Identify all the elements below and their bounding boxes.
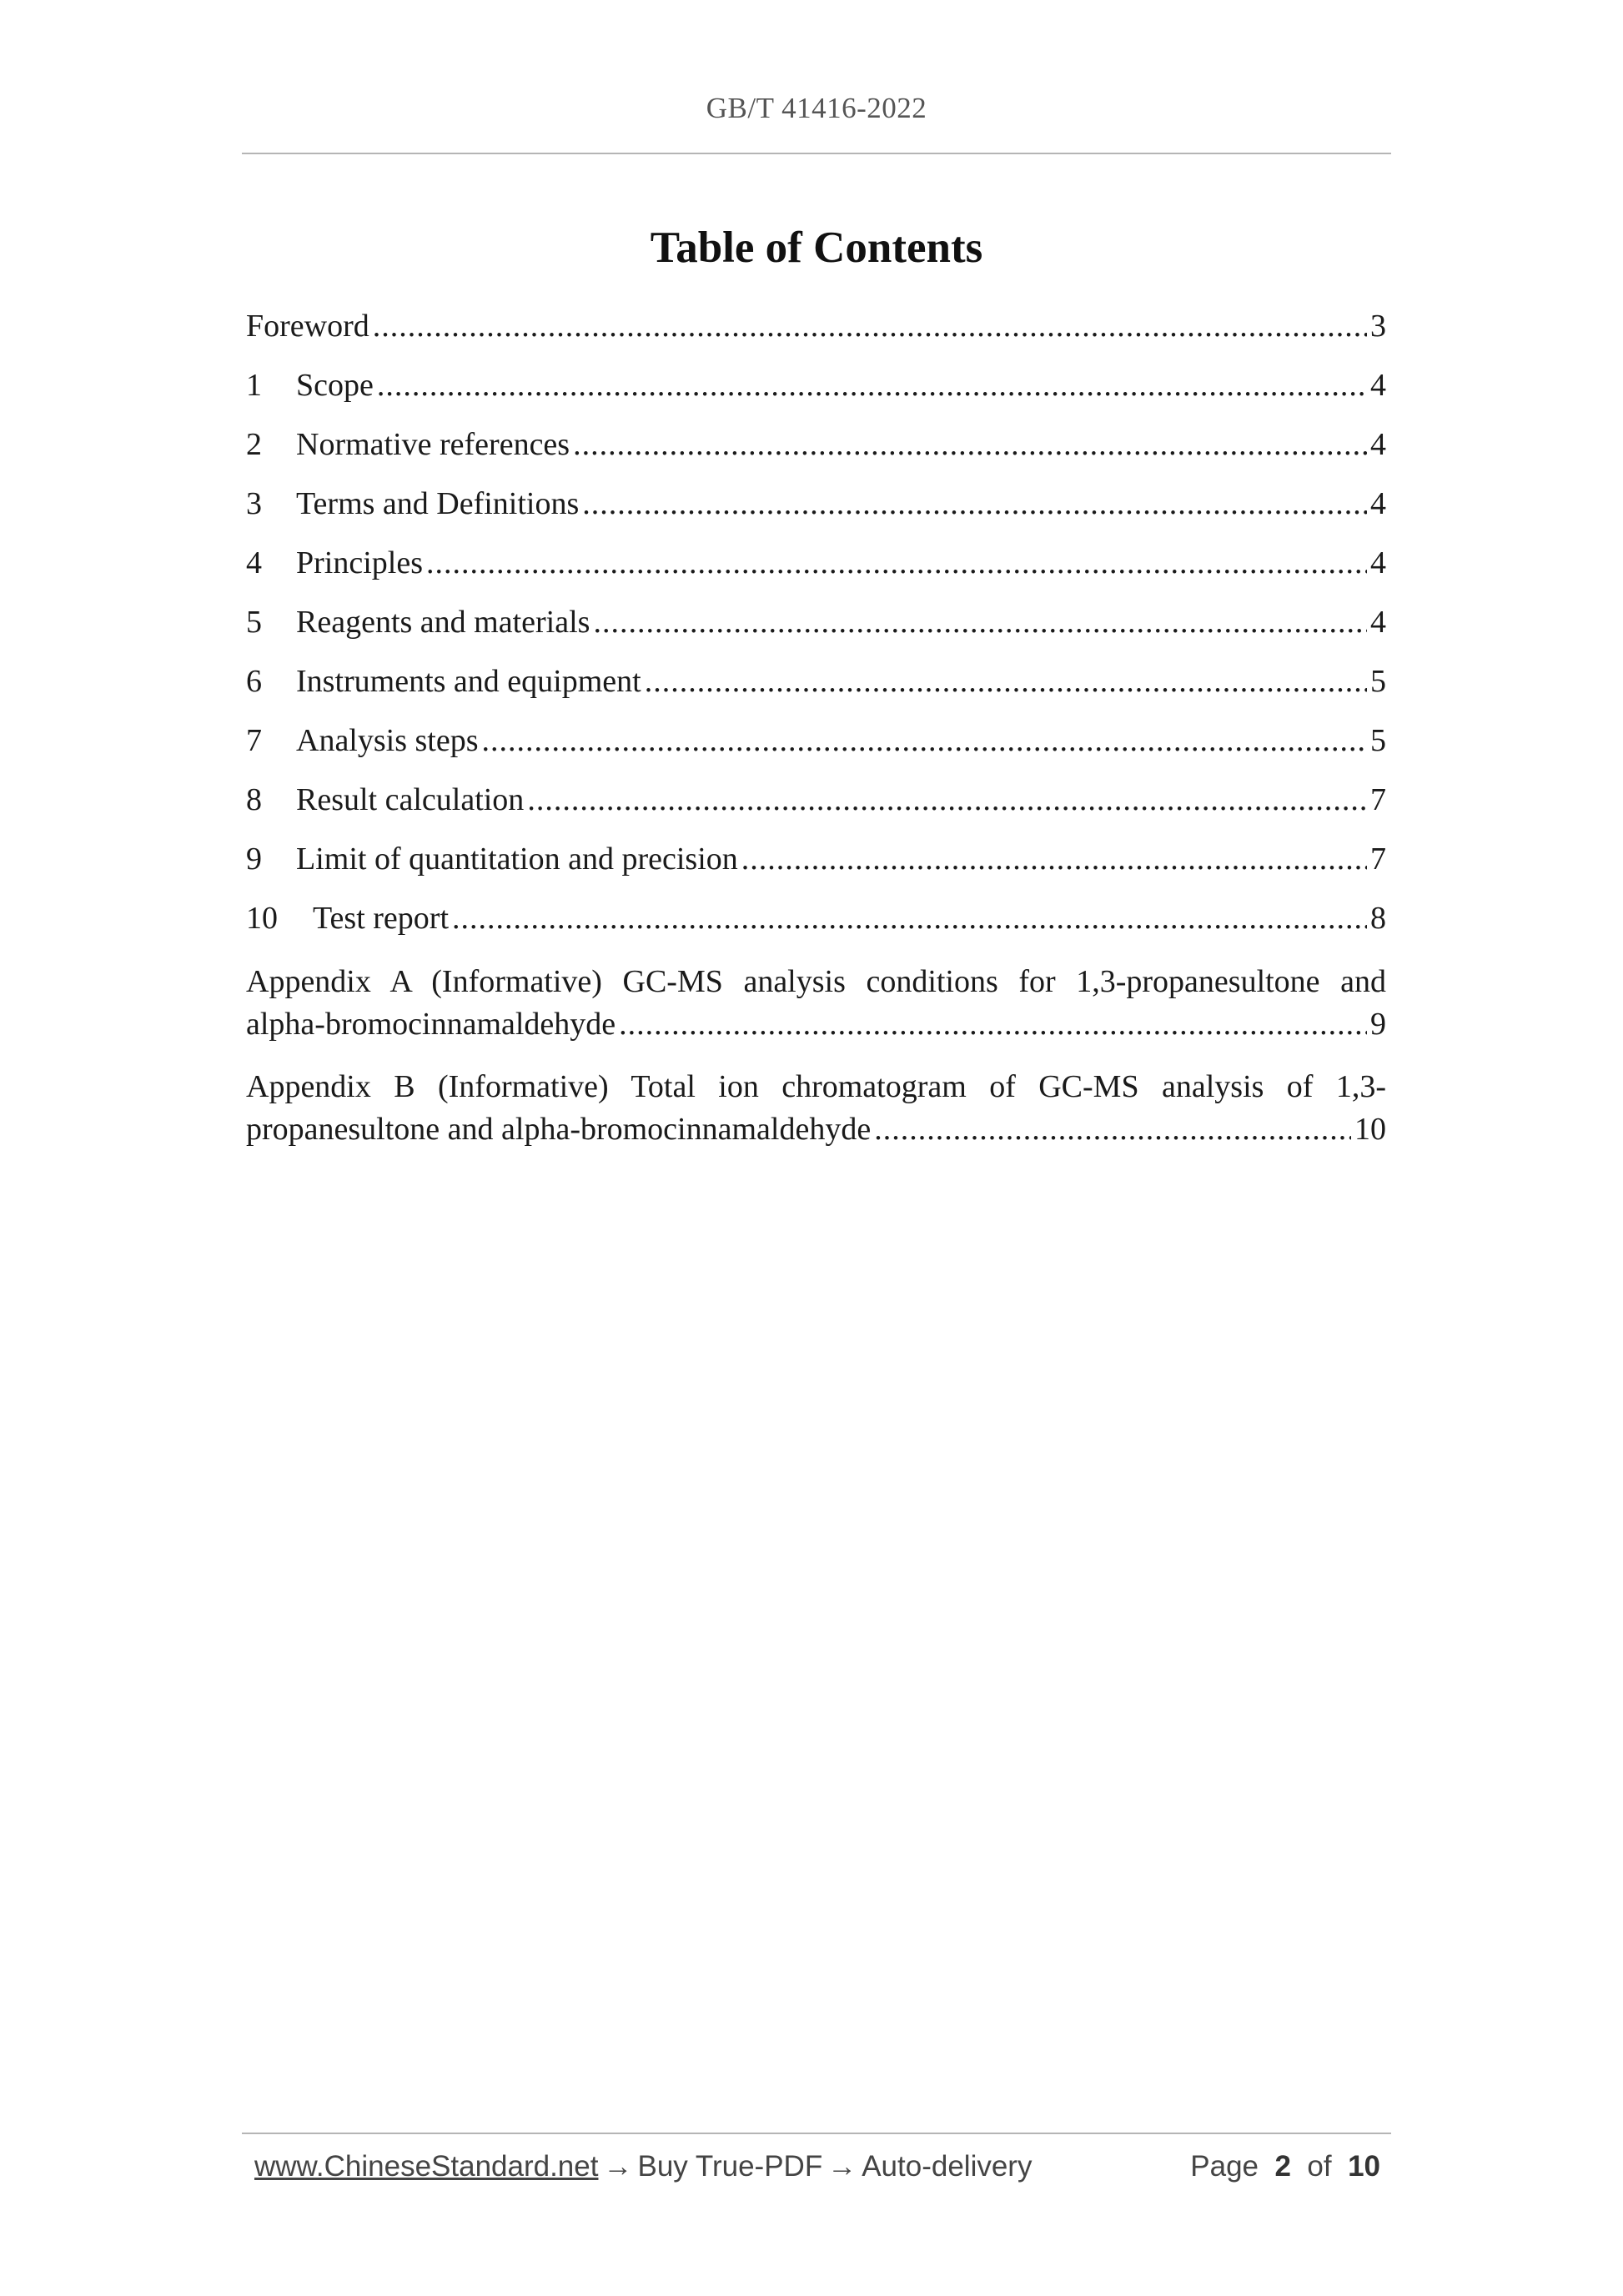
toc-entry-label-line1: Appendix B (Informative) Total ion chromatogram of GC-MS analysis of 1,3- [246,1069,1386,1104]
toc-entry-foreword[interactable] [246,304,1386,364]
toc-page-number: 7 [1370,842,1386,877]
toc-section-number: 2 [246,427,262,462]
toc-page-number: 9 [1370,1007,1386,1042]
page-word: Page [1190,2150,1259,2183]
toc-dot-leader [373,304,1367,348]
toc-page-number: 10 [1354,1112,1386,1147]
toc-dot-leader [645,660,1367,703]
document-id-header: GB/T 41416-2022 [706,92,927,124]
page-footer [254,2150,1380,2183]
toc-section-number: 8 [246,782,262,817]
toc-entry-result-calculation[interactable] [246,778,1386,837]
toc-entry-reagents-and-materials[interactable] [246,600,1386,660]
toc-entry-appendix-b[interactable] [246,1066,1386,1151]
toc-entry-test-report[interactable] [246,897,1386,956]
page-of-word: of [1307,2150,1332,2183]
toc-title: Table of Contents [650,224,983,272]
toc-dot-leader [741,837,1367,881]
toc-entry-label: Reagents and materials [296,605,590,640]
toc-page-number: 4 [1370,486,1386,521]
toc-entry-label: Principles [296,545,423,580]
footer-divider [242,2133,1391,2134]
toc-dot-leader [426,541,1367,585]
toc-dot-leader [377,364,1367,407]
toc-section-number: 10 [246,901,278,936]
buy-true-pdf-text: Buy True-PDF [637,2150,823,2183]
toc-page-number: 4 [1370,605,1386,640]
toc-dot-leader [874,1108,1351,1151]
toc-dot-leader [527,778,1367,821]
toc-section-number: 6 [246,664,262,699]
toc-entry-label: Result calculation [296,782,525,817]
toc-dot-leader [482,719,1368,762]
toc-entry-label: Normative references [296,427,570,462]
toc-entry-limit-of-quantitation[interactable] [246,837,1386,897]
toc-dot-leader [619,1002,1367,1046]
toc-page-number: 4 [1370,545,1386,580]
toc-entry-label-line1: Appendix A (Informative) GC-MS analysis conditions for 1,3-propanesultone and [246,964,1386,999]
toc-section-number: 7 [246,723,262,758]
toc-entry-label: Foreword [246,309,369,344]
toc-section-number: 4 [246,545,262,580]
toc-dot-leader [573,423,1367,466]
toc-entry-principles[interactable] [246,541,1386,600]
toc-page-number: 7 [1370,782,1386,817]
toc-entry-instruments-and-equipment[interactable] [246,660,1386,719]
arrow-right-icon: → [827,2150,857,2183]
table-of-contents [246,304,1386,1171]
toc-section-number: 5 [246,605,262,640]
toc-page-number: 5 [1370,664,1386,699]
site-link[interactable]: www.ChineseStandard.net [254,2150,599,2183]
toc-entry-label: Instruments and equipment [296,664,641,699]
toc-entry-label: Terms and Definitions [296,486,580,521]
toc-entry-analysis-steps[interactable] [246,719,1386,778]
current-page-number: 2 [1274,2150,1291,2183]
toc-entry-label: Analysis steps [296,723,479,758]
toc-page-number: 3 [1370,309,1386,344]
toc-section-number: 9 [246,842,262,877]
total-page-count: 10 [1348,2150,1380,2183]
toc-entry-label: Scope [296,368,374,403]
auto-delivery-text: Auto-delivery [862,2150,1033,2183]
toc-entry-label: Test report [313,901,450,936]
toc-section-number: 1 [246,368,262,403]
toc-page-number: 4 [1370,368,1386,403]
toc-dot-leader [452,897,1367,940]
arrow-right-icon: → [603,2150,633,2183]
toc-dot-leader [593,600,1367,644]
toc-page-number: 4 [1370,427,1386,462]
toc-entry-normative-references[interactable] [246,423,1386,482]
header-divider [242,153,1391,154]
toc-section-number: 3 [246,486,262,521]
toc-page-number: 8 [1370,901,1386,936]
page-indicator [1190,2150,1380,2183]
toc-entry-label-line2: propanesultone and alpha-bromocinnamaldehyde [246,1112,872,1147]
toc-dot-leader [582,482,1367,525]
toc-entry-label: Limit of quantitation and precision [296,842,738,877]
toc-entry-label-line2: alpha-bromocinnamaldehyde [246,1007,616,1042]
toc-entry-scope[interactable] [246,364,1386,423]
toc-page-number: 5 [1370,723,1386,758]
toc-entry-appendix-a[interactable] [246,961,1386,1046]
toc-entry-terms-and-definitions[interactable] [246,482,1386,541]
